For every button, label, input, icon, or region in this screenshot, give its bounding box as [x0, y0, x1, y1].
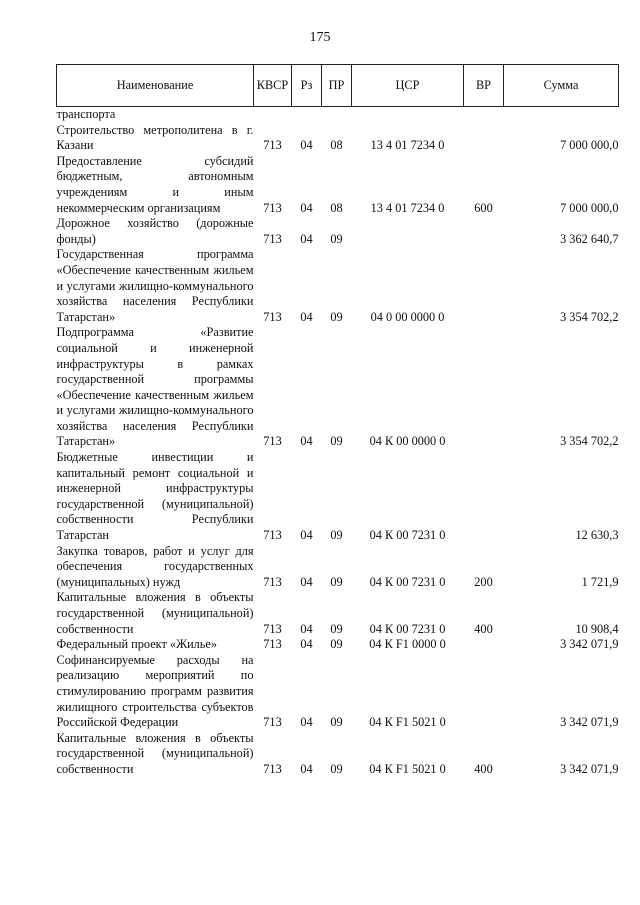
row-pr — [322, 107, 352, 123]
row-csr: 04 К 00 7231 0 — [369, 574, 446, 589]
row-rz: 04 — [300, 761, 313, 776]
row-kvsr: 713 — [263, 138, 282, 153]
row-sum: 3 342 071,9 — [560, 637, 619, 652]
row-kvsr: 713 — [263, 309, 282, 324]
row-name: Государственная программа «Обеспечение качественным жильем и услугами жилищно-коммунального хозяйства населения Республики Татарстан» — [56, 247, 254, 324]
row-sum: 3 354 702,2 — [560, 309, 619, 324]
row-name: Бюджетные инвестиции и капитальный ремонт социальной и инженерной инфраструктуры государственной (муниципальной) собственности Республики Татарстан — [56, 450, 254, 543]
row-pr: 09 — [330, 574, 343, 589]
row-rz: 04 — [300, 528, 313, 543]
row-pr: 09 — [330, 621, 343, 636]
row-name: Строительство метрополитена в г. Казани — [56, 122, 254, 153]
row-kvsr: 713 — [263, 200, 282, 215]
table-row — [57, 653, 619, 731]
table-header-row — [57, 65, 619, 107]
table-row — [57, 590, 619, 637]
row-csr: 04 К 00 7231 0 — [369, 621, 446, 636]
row-name: Капитальные вложения в объекты государственной (муниципальной) собственности — [56, 730, 254, 776]
row-sum: 7 000 000,0 — [560, 200, 619, 215]
row-csr: 04 К F1 5021 0 — [369, 761, 446, 776]
row-kvsr — [254, 107, 292, 123]
table-row — [57, 544, 619, 591]
row-name: Федеральный проект «Жилье» — [56, 637, 218, 652]
table-row — [57, 450, 619, 544]
column-header-pr: ПР — [322, 65, 352, 107]
column-header-vr: ВР — [464, 65, 504, 107]
row-name: Подпрограмма «Развитие социальной и инженерной инфраструктуры в рамках государственной программы «Обеспечение качественным жильем и услугами жилищно-коммунального хозяйства населения Республики Татарстан» — [56, 325, 254, 449]
budget-table — [56, 64, 619, 778]
row-vr: 200 — [474, 574, 493, 589]
row-name: Софинансируемые расходы на реализацию мероприятий по стимулированию программ развития жилищного строительства субъектов Российской Федерации — [56, 652, 254, 730]
row-vr — [464, 123, 504, 154]
row-csr: 04 0 00 0000 0 — [370, 309, 445, 324]
row-rz: 04 — [300, 138, 313, 153]
row-rz: 04 — [300, 637, 313, 652]
row-sum: 3 342 071,9 — [560, 761, 619, 776]
row-rz — [292, 107, 322, 123]
row-sum: 12 630,3 — [575, 528, 619, 543]
row-pr: 09 — [330, 637, 343, 652]
row-sum: 3 342 071,9 — [560, 715, 619, 730]
row-csr: 13 4 01 7234 0 — [370, 138, 445, 153]
table-row — [57, 637, 619, 653]
table-row — [57, 107, 619, 123]
row-vr — [464, 325, 504, 450]
row-rz: 04 — [300, 200, 313, 215]
column-header-rz: Рз — [292, 65, 322, 107]
column-header-kvsr: КВСР — [254, 65, 292, 107]
row-pr: 09 — [330, 231, 343, 246]
row-name: Закупка товаров, работ и услуг для обеспечения государственных (муниципальных) нужд — [56, 543, 254, 589]
row-name: Капитальные вложения в объекты государственной (муниципальной) собственности — [56, 590, 254, 636]
row-name: Дорожное хозяйство (дорожные фонды) — [56, 216, 254, 246]
row-vr — [464, 653, 504, 731]
row-pr: 08 — [330, 138, 343, 153]
row-csr — [352, 107, 464, 123]
row-csr: 04 К 00 7231 0 — [369, 528, 446, 543]
row-kvsr: 713 — [263, 528, 282, 543]
row-vr — [464, 247, 504, 325]
table-row — [57, 325, 619, 450]
row-name: Предоставление субсидий бюджетным, автономным учреждениям и иным некоммерческим организациям — [56, 153, 254, 215]
row-pr: 09 — [330, 761, 343, 776]
row-kvsr: 713 — [263, 637, 282, 652]
row-pr: 09 — [330, 434, 343, 449]
row-sum: 3 362 640,7 — [560, 231, 619, 246]
table-row — [57, 216, 619, 247]
table-row — [57, 247, 619, 325]
row-rz: 04 — [300, 231, 313, 246]
row-kvsr: 713 — [263, 434, 282, 449]
row-rz: 04 — [300, 434, 313, 449]
row-sum: 1 721,9 — [581, 574, 619, 589]
row-csr: 04 К F1 0000 0 — [369, 637, 446, 652]
row-csr: 04 К 00 0000 0 — [369, 434, 446, 449]
row-kvsr: 713 — [263, 761, 282, 776]
row-pr: 08 — [330, 200, 343, 215]
column-header-name: Наименование — [57, 65, 254, 107]
table-row — [57, 123, 619, 154]
row-pr: 09 — [330, 715, 343, 730]
row-kvsr: 713 — [263, 231, 282, 246]
row-vr: 400 — [474, 761, 493, 776]
row-vr — [464, 216, 504, 247]
row-vr — [464, 107, 504, 123]
table-row — [57, 154, 619, 216]
row-kvsr: 713 — [263, 621, 282, 636]
row-csr: 13 4 01 7234 0 — [370, 200, 445, 215]
row-pr: 09 — [330, 309, 343, 324]
row-sum: 10 908,4 — [575, 621, 619, 636]
row-name: транспорта — [56, 107, 116, 121]
column-header-sum: Сумма — [504, 65, 619, 107]
row-vr: 600 — [474, 200, 493, 215]
row-csr — [352, 216, 464, 247]
row-rz: 04 — [300, 574, 313, 589]
row-vr — [464, 450, 504, 544]
page-number: 175 — [309, 30, 331, 45]
row-csr: 04 К F1 5021 0 — [369, 715, 446, 730]
row-rz: 04 — [300, 715, 313, 730]
column-header-csr: ЦСР — [352, 65, 464, 107]
row-kvsr: 713 — [263, 715, 282, 730]
row-vr: 400 — [474, 621, 493, 636]
row-sum: 7 000 000,0 — [560, 138, 619, 153]
row-rz: 04 — [300, 621, 313, 636]
table-row — [57, 731, 619, 778]
row-kvsr: 713 — [263, 574, 282, 589]
row-vr — [464, 637, 504, 653]
row-sum: 3 354 702,2 — [560, 434, 619, 449]
row-pr: 09 — [330, 528, 343, 543]
row-sum — [504, 107, 619, 123]
row-rz: 04 — [300, 309, 313, 324]
